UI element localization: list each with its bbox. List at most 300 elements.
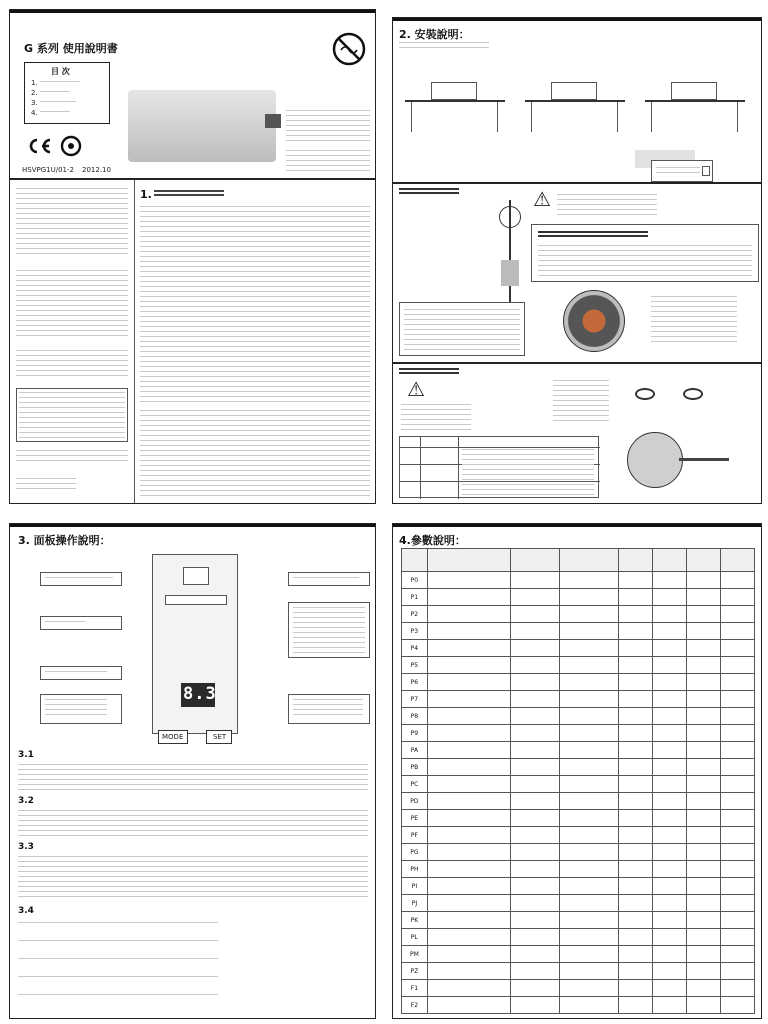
contact-info-block-2 bbox=[286, 150, 370, 174]
params-row-code: F1 bbox=[402, 980, 428, 997]
params-row-cell bbox=[511, 946, 560, 963]
params-row-cell bbox=[559, 606, 618, 623]
params-row-cell bbox=[427, 657, 511, 674]
params-row-cell bbox=[559, 640, 618, 657]
params-row-cell bbox=[720, 878, 754, 895]
params-row-cell bbox=[427, 827, 511, 844]
params-row-cell bbox=[427, 708, 511, 725]
table-leg-c-left bbox=[651, 102, 652, 132]
params-row-cell bbox=[559, 861, 618, 878]
params-row-cell bbox=[652, 963, 686, 980]
warning-triangle-icon-2: ⚠ bbox=[407, 377, 425, 401]
params-row-cell bbox=[686, 657, 720, 674]
params-row-cell bbox=[511, 878, 560, 895]
connector-block bbox=[183, 567, 209, 585]
manufacturer-name bbox=[16, 478, 76, 492]
params-header-row bbox=[402, 549, 755, 572]
params-row-cell bbox=[559, 878, 618, 895]
params-row bbox=[402, 759, 755, 776]
params-row-code: PJ bbox=[402, 895, 428, 912]
params-panel bbox=[392, 523, 762, 1019]
connector-strip bbox=[165, 595, 227, 605]
adjust-steps-text bbox=[462, 449, 594, 495]
params-row-cell bbox=[511, 929, 560, 946]
machine-head-b bbox=[551, 82, 597, 100]
params-row-cell bbox=[511, 640, 560, 657]
params-row-cell bbox=[427, 572, 511, 589]
params-row-code: PD bbox=[402, 793, 428, 810]
params-row bbox=[402, 708, 755, 725]
toc-item-2-text bbox=[40, 91, 70, 95]
params-row-cell bbox=[511, 895, 560, 912]
params-row-cell bbox=[427, 844, 511, 861]
params-row-cell bbox=[686, 861, 720, 878]
positioner-photo bbox=[563, 290, 625, 352]
params-row-cell bbox=[618, 912, 652, 929]
params-row-cell bbox=[618, 878, 652, 895]
params-row-cell bbox=[720, 912, 754, 929]
params-row bbox=[402, 844, 755, 861]
params-row-cell bbox=[427, 759, 511, 776]
params-row-cell bbox=[618, 623, 652, 640]
callout-right-3 bbox=[288, 694, 370, 724]
params-row-cell bbox=[427, 861, 511, 878]
params-row-cell bbox=[511, 691, 560, 708]
params-row-cell bbox=[559, 844, 618, 861]
params-row-code: P0 bbox=[402, 572, 428, 589]
params-row-cell bbox=[559, 742, 618, 759]
table-leg-a-right bbox=[497, 102, 498, 132]
params-row bbox=[402, 997, 755, 1014]
params-row-cell bbox=[618, 793, 652, 810]
params-row-code: PB bbox=[402, 759, 428, 776]
params-row-cell bbox=[427, 810, 511, 827]
params-row-cell bbox=[652, 674, 686, 691]
params-row-cell bbox=[686, 572, 720, 589]
positioner-body bbox=[501, 260, 519, 286]
handwheel bbox=[499, 206, 521, 228]
params-row-code: PF bbox=[402, 827, 428, 844]
params-row bbox=[402, 980, 755, 997]
params-row-code: F2 bbox=[402, 997, 428, 1014]
params-row-cell bbox=[427, 623, 511, 640]
params-row bbox=[402, 895, 755, 912]
safety-body-text bbox=[140, 206, 370, 402]
params-row-cell bbox=[427, 674, 511, 691]
toc-item-4-text bbox=[40, 111, 70, 115]
doc-date: 2012.10 bbox=[82, 166, 111, 174]
params-col-b bbox=[652, 549, 686, 572]
installation-divider-2 bbox=[393, 362, 762, 364]
led-display-digits: 8.3 bbox=[183, 684, 217, 704]
params-row-cell bbox=[652, 691, 686, 708]
params-row-cell bbox=[720, 844, 754, 861]
params-row-cell bbox=[618, 776, 652, 793]
params-row-cell bbox=[686, 827, 720, 844]
params-row-cell bbox=[686, 742, 720, 759]
toc-item-3: 3. bbox=[31, 99, 38, 107]
params-row bbox=[402, 793, 755, 810]
params-row-cell bbox=[511, 776, 560, 793]
positioner-adjust-section bbox=[531, 224, 759, 282]
standards-footnote bbox=[16, 450, 128, 464]
callout-left-4-text bbox=[45, 699, 107, 719]
params-row bbox=[402, 572, 755, 589]
positioner-left-note bbox=[399, 302, 525, 356]
adjust-rotation-diagram bbox=[609, 380, 755, 498]
table-leg-a-left bbox=[411, 102, 412, 132]
params-row-cell bbox=[618, 997, 652, 1014]
params-row-code: PH bbox=[402, 861, 428, 878]
params-row-cell bbox=[652, 759, 686, 776]
params-row-cell bbox=[652, 708, 686, 725]
params-row-cell bbox=[686, 793, 720, 810]
step-3-3-text bbox=[18, 856, 368, 900]
params-row-cell bbox=[618, 759, 652, 776]
params-row-cell bbox=[652, 572, 686, 589]
params-row-cell bbox=[652, 623, 686, 640]
params-row-cell bbox=[427, 912, 511, 929]
set-button-label: SET bbox=[213, 733, 227, 741]
params-row-cell bbox=[618, 810, 652, 827]
params-row-cell bbox=[511, 980, 560, 997]
params-row-cell bbox=[427, 606, 511, 623]
installation-top-bar bbox=[393, 18, 761, 21]
callout-left-1-text bbox=[45, 577, 113, 582]
params-row-cell bbox=[427, 742, 511, 759]
callout-right-2-text bbox=[293, 607, 365, 653]
params-row-cell bbox=[720, 742, 754, 759]
params-row-cell bbox=[427, 929, 511, 946]
params-row-cell bbox=[511, 997, 560, 1014]
controller-adjust-heading bbox=[399, 368, 459, 374]
params-row-code: PZ bbox=[402, 963, 428, 980]
motor-photo-shaft bbox=[265, 114, 281, 128]
params-row-cell bbox=[427, 793, 511, 810]
params-row-cell bbox=[652, 725, 686, 742]
params-row-cell bbox=[618, 640, 652, 657]
params-row-cell bbox=[652, 912, 686, 929]
params-row-code: P6 bbox=[402, 674, 428, 691]
params-heading: 4.參數說明： bbox=[399, 534, 466, 547]
params-row-cell bbox=[427, 895, 511, 912]
params-row-cell bbox=[686, 878, 720, 895]
params-row bbox=[402, 861, 755, 878]
adjust-steps-row-1 bbox=[400, 447, 600, 448]
params-row-cell bbox=[427, 691, 511, 708]
params-row-cell bbox=[559, 708, 618, 725]
params-row-cell bbox=[559, 725, 618, 742]
table-diagram-b bbox=[521, 74, 629, 134]
params-row bbox=[402, 640, 755, 657]
positioner-install-heading bbox=[399, 188, 459, 194]
safety-column-divider bbox=[134, 180, 135, 504]
params-row-cell bbox=[511, 623, 560, 640]
params-row-cell bbox=[618, 861, 652, 878]
params-row bbox=[402, 674, 755, 691]
params-row-cell bbox=[618, 572, 652, 589]
params-row-cell bbox=[618, 844, 652, 861]
safety-heading-number: 1. bbox=[140, 188, 152, 201]
params-row-cell bbox=[720, 776, 754, 793]
warning-triangle-icon: ⚠ bbox=[533, 187, 551, 211]
step-3-2-text bbox=[18, 810, 368, 836]
params-row-cell bbox=[511, 674, 560, 691]
certification-mark-icon bbox=[60, 135, 82, 157]
params-row-cell bbox=[511, 912, 560, 929]
params-row-cell bbox=[618, 946, 652, 963]
mounting-note-marker bbox=[702, 166, 710, 176]
positioner-photo-labels bbox=[651, 296, 737, 344]
table-leg-b-left bbox=[531, 102, 532, 132]
params-col-range bbox=[511, 549, 560, 572]
params-row-cell bbox=[559, 895, 618, 912]
params-row-cell bbox=[427, 946, 511, 963]
params-row-code: P7 bbox=[402, 691, 428, 708]
params-row-cell bbox=[559, 623, 618, 640]
params-row-cell bbox=[686, 674, 720, 691]
mode-button-label: MODE bbox=[162, 733, 184, 741]
params-col-code bbox=[402, 549, 428, 572]
params-row-cell bbox=[720, 980, 754, 997]
params-row bbox=[402, 691, 755, 708]
motor-photo bbox=[128, 90, 276, 162]
params-top-bar bbox=[393, 524, 761, 527]
params-row-cell bbox=[559, 980, 618, 997]
step-3-2-number: 3.2 bbox=[18, 796, 34, 806]
params-row-code: PC bbox=[402, 776, 428, 793]
machine-head-a bbox=[431, 82, 477, 100]
callout-right-1-text bbox=[293, 577, 359, 582]
cover-top-bar bbox=[10, 10, 375, 13]
params-row bbox=[402, 606, 755, 623]
panel-ops-panel bbox=[9, 523, 376, 1019]
params-row-code: P3 bbox=[402, 623, 428, 640]
panel-ops-heading: 3. 面板操作說明： bbox=[18, 534, 111, 547]
toc-heading: 目 次 bbox=[51, 67, 70, 76]
params-row-cell bbox=[652, 929, 686, 946]
toc-item-1: 1. bbox=[31, 79, 38, 87]
params-row bbox=[402, 810, 755, 827]
params-row-cell bbox=[618, 691, 652, 708]
params-row-cell bbox=[511, 725, 560, 742]
params-row-cell bbox=[652, 878, 686, 895]
params-row-cell bbox=[652, 589, 686, 606]
params-row-cell bbox=[686, 589, 720, 606]
callout-left-2 bbox=[40, 616, 122, 630]
params-row-cell bbox=[427, 589, 511, 606]
machine-head-c bbox=[671, 82, 717, 100]
params-row-cell bbox=[511, 810, 560, 827]
params-row-cell bbox=[720, 674, 754, 691]
params-row-cell bbox=[720, 572, 754, 589]
callout-right-3-text bbox=[293, 699, 363, 719]
params-row-cell bbox=[686, 963, 720, 980]
params-row-cell bbox=[686, 708, 720, 725]
safety-notes-text bbox=[140, 410, 370, 498]
params-row bbox=[402, 963, 755, 980]
params-row-cell bbox=[686, 946, 720, 963]
params-row-cell bbox=[652, 810, 686, 827]
params-row-cell bbox=[427, 725, 511, 742]
params-row-cell bbox=[559, 572, 618, 589]
params-row-code: P1 bbox=[402, 589, 428, 606]
params-row-cell bbox=[618, 589, 652, 606]
params-row-cell bbox=[720, 827, 754, 844]
params-row-cell bbox=[559, 674, 618, 691]
control-panel-drawing bbox=[152, 554, 238, 734]
params-row-code: P4 bbox=[402, 640, 428, 657]
toc-item-3-text bbox=[40, 101, 76, 105]
params-row bbox=[402, 878, 755, 895]
callout-left-1 bbox=[40, 572, 122, 586]
params-row-cell bbox=[652, 793, 686, 810]
params-row bbox=[402, 725, 755, 742]
params-row-cell bbox=[652, 895, 686, 912]
params-row-cell bbox=[652, 844, 686, 861]
params-row-cell bbox=[427, 776, 511, 793]
params-row-cell bbox=[720, 725, 754, 742]
table-top-a bbox=[405, 100, 505, 102]
params-row-cell bbox=[686, 606, 720, 623]
table-top-c bbox=[645, 100, 745, 102]
toc-item-2: 2. bbox=[31, 89, 38, 97]
params-row-code: P8 bbox=[402, 708, 428, 725]
params-col-c bbox=[686, 549, 720, 572]
params-row-cell bbox=[511, 827, 560, 844]
step-3-1-number: 3.1 bbox=[18, 750, 34, 760]
params-row-cell bbox=[618, 963, 652, 980]
adjust-steps-table bbox=[399, 436, 599, 498]
params-row-cell bbox=[511, 606, 560, 623]
params-row-cell bbox=[559, 912, 618, 929]
params-row-cell bbox=[511, 708, 560, 725]
params-row bbox=[402, 946, 755, 963]
callout-left-2-text bbox=[45, 621, 85, 626]
params-row-cell bbox=[652, 980, 686, 997]
params-row-cell bbox=[618, 980, 652, 997]
params-row-cell bbox=[720, 640, 754, 657]
led-display bbox=[181, 683, 215, 707]
params-row-cell bbox=[720, 759, 754, 776]
params-row-cell bbox=[720, 997, 754, 1014]
params-row-cell bbox=[559, 810, 618, 827]
step-3-1-text bbox=[18, 764, 368, 790]
params-row-cell bbox=[686, 623, 720, 640]
cover-panel bbox=[9, 9, 376, 179]
params-row bbox=[402, 742, 755, 759]
params-row-cell bbox=[686, 997, 720, 1014]
params-row-cell bbox=[511, 572, 560, 589]
params-row bbox=[402, 912, 755, 929]
params-row-cell bbox=[720, 963, 754, 980]
params-row bbox=[402, 827, 755, 844]
no-ac-motor-icon bbox=[332, 32, 366, 66]
params-row-cell bbox=[686, 895, 720, 912]
params-row-code: PG bbox=[402, 844, 428, 861]
set-button[interactable] bbox=[206, 730, 232, 744]
safety-panel bbox=[9, 179, 376, 504]
params-row-code: PE bbox=[402, 810, 428, 827]
mounting-note-text bbox=[656, 167, 700, 175]
params-row-cell bbox=[559, 759, 618, 776]
params-row-cell bbox=[511, 657, 560, 674]
step-3-4-number: 3.4 bbox=[18, 906, 34, 916]
params-row-code: PK bbox=[402, 912, 428, 929]
params-row-cell bbox=[559, 997, 618, 1014]
mounting-note-box bbox=[651, 160, 713, 182]
positioner-left-note-text bbox=[404, 309, 520, 351]
params-col-a bbox=[618, 549, 652, 572]
standards-text-block-2 bbox=[16, 270, 128, 338]
params-row bbox=[402, 623, 755, 640]
mode-button[interactable] bbox=[158, 730, 188, 744]
safety-heading-text bbox=[154, 190, 224, 198]
params-row-cell bbox=[686, 844, 720, 861]
contact-info-block-1 bbox=[286, 110, 370, 142]
params-row-cell bbox=[427, 640, 511, 657]
params-row-cell bbox=[652, 657, 686, 674]
table-diagram-c bbox=[641, 74, 751, 134]
params-row-cell bbox=[618, 929, 652, 946]
params-row-cell bbox=[559, 946, 618, 963]
params-row-cell bbox=[559, 793, 618, 810]
params-row-cell bbox=[511, 742, 560, 759]
params-row-cell bbox=[686, 980, 720, 997]
params-row bbox=[402, 589, 755, 606]
params-row-cell bbox=[720, 895, 754, 912]
params-row-cell bbox=[720, 606, 754, 623]
params-row-cell bbox=[511, 589, 560, 606]
params-row-code: P5 bbox=[402, 657, 428, 674]
params-row bbox=[402, 776, 755, 793]
params-row-cell bbox=[720, 861, 754, 878]
doc-code: HSVPG1U/01-2 bbox=[22, 166, 74, 174]
params-row-code: PI bbox=[402, 878, 428, 895]
params-col-function bbox=[427, 549, 511, 572]
params-row-cell bbox=[618, 708, 652, 725]
params-row-cell bbox=[720, 691, 754, 708]
params-row-cell bbox=[427, 963, 511, 980]
params-row-cell bbox=[511, 963, 560, 980]
params-row-cell bbox=[652, 776, 686, 793]
standards-text-block-1 bbox=[16, 188, 128, 258]
params-row-cell bbox=[720, 810, 754, 827]
params-row-code: P2 bbox=[402, 606, 428, 623]
params-row-cell bbox=[559, 827, 618, 844]
step-3-4-text bbox=[18, 922, 218, 1012]
standards-text-block-3 bbox=[16, 350, 128, 380]
params-row-cell bbox=[686, 929, 720, 946]
params-row-cell bbox=[720, 929, 754, 946]
params-row-cell bbox=[686, 776, 720, 793]
params-row-cell bbox=[720, 589, 754, 606]
params-row-cell bbox=[427, 980, 511, 997]
rotation-arrow-right bbox=[683, 388, 703, 400]
table-of-contents bbox=[24, 62, 110, 124]
params-row-cell bbox=[686, 691, 720, 708]
params-row-code: P9 bbox=[402, 725, 428, 742]
callout-left-4 bbox=[40, 694, 122, 724]
toc-item-1-text bbox=[40, 81, 80, 85]
params-row-cell bbox=[652, 606, 686, 623]
params-row-cell bbox=[720, 623, 754, 640]
positioner-adjust-heading bbox=[538, 231, 648, 237]
callout-left-3 bbox=[40, 666, 122, 680]
params-row-cell bbox=[652, 640, 686, 657]
params-row-cell bbox=[559, 963, 618, 980]
params-row-cell bbox=[618, 742, 652, 759]
